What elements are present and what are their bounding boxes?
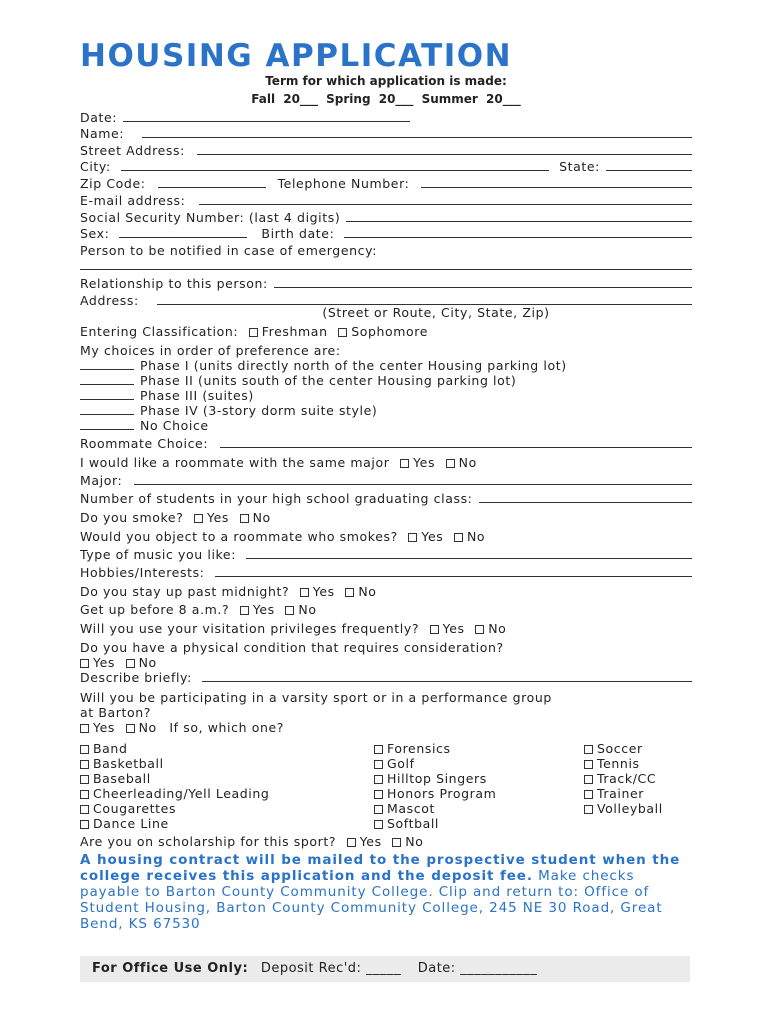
- yes-checkbox[interactable]: [240, 606, 249, 615]
- telephone-label: Telephone Number:: [277, 176, 410, 191]
- choice-item: [80, 418, 692, 434]
- no-label: No: [466, 529, 486, 544]
- yes-checkbox[interactable]: [80, 724, 89, 733]
- no-label: No: [252, 510, 271, 525]
- physical-label: Do you have a physical condition that requires consideration?: [80, 640, 504, 655]
- choice-label: No Choice: [140, 418, 209, 433]
- major-label: Major:: [80, 473, 123, 488]
- no-checkbox[interactable]: [126, 659, 135, 668]
- class-size-row: [80, 491, 692, 507]
- activity-item: [584, 756, 663, 771]
- activity-label: Golf: [387, 756, 415, 771]
- sophomore-label: Sophomore: [351, 324, 429, 339]
- same-major-row: [80, 455, 692, 471]
- deposit-field: Deposit Rec'd: _____: [260, 961, 402, 976]
- zip-field[interactable]: [158, 176, 266, 188]
- activity-label: Cougarettes: [93, 801, 177, 816]
- activity-item: [584, 771, 663, 786]
- no-checkbox[interactable]: [345, 588, 354, 597]
- choice-item: [80, 373, 692, 389]
- telephone-field[interactable]: [421, 176, 692, 188]
- same-major-label: I would like a roommate with the same major: [80, 455, 390, 470]
- city-field[interactable]: [121, 159, 549, 171]
- activity-checkbox[interactable]: [584, 760, 593, 769]
- birth-field[interactable]: [344, 226, 692, 238]
- activities-col-2: [374, 741, 496, 831]
- activity-item: [374, 741, 496, 756]
- name-label: Name:: [80, 126, 125, 141]
- activity-label: Volleyball: [597, 801, 663, 816]
- yes-checkbox[interactable]: [400, 459, 409, 468]
- activity-label: Honors Program: [387, 786, 497, 801]
- no-label: No: [488, 621, 507, 636]
- yes-label: Yes: [413, 455, 436, 470]
- relationship-label: Relationship to this person:: [80, 276, 268, 291]
- visitation-label: Will you use your visitation privileges frequently?: [80, 621, 420, 636]
- term-heading: Term for which application is made:: [265, 74, 507, 88]
- state-label: State:: [559, 159, 600, 174]
- activity-label: Dance Line: [93, 816, 169, 831]
- name-row: [80, 126, 692, 142]
- choice-rank-field[interactable]: [80, 418, 134, 430]
- choice-label: Phase I (units directly north of the center Housing parking lot): [140, 358, 567, 373]
- activity-checkbox[interactable]: [80, 760, 89, 769]
- activity-item: [80, 756, 269, 771]
- activities-col-3: [584, 741, 663, 816]
- roommate-field[interactable]: [220, 436, 692, 448]
- no-checkbox[interactable]: [446, 459, 455, 468]
- email-row: [80, 193, 692, 209]
- yes-checkbox[interactable]: [430, 625, 439, 634]
- zip-phone-row: [80, 176, 692, 192]
- activity-item: [374, 816, 496, 831]
- sex-label: Sex:: [80, 226, 110, 241]
- yes-label: Yes: [312, 584, 335, 599]
- smoke-row: [80, 510, 692, 526]
- activity-checkbox[interactable]: [80, 805, 89, 814]
- emergency-label: Person to be notified in case of emergency:: [80, 243, 378, 258]
- major-field[interactable]: [134, 473, 692, 485]
- activity-label: Soccer: [597, 741, 643, 756]
- activity-item: [80, 741, 269, 756]
- describe-row: [80, 670, 692, 686]
- no-label: No: [298, 602, 317, 617]
- get-up-row: [80, 602, 692, 618]
- no-checkbox[interactable]: [240, 514, 249, 523]
- class-size-label: Number of students in your high school graduating class:: [80, 491, 473, 506]
- date-label: Date:: [80, 110, 118, 125]
- activities-col-1: [80, 741, 269, 831]
- office-label: For Office Use Only:: [92, 961, 249, 976]
- music-row: [80, 547, 692, 563]
- emergency-field[interactable]: [80, 258, 692, 270]
- activity-label: Band: [93, 741, 128, 756]
- activity-label: Forensics: [387, 741, 451, 756]
- activity-checkbox[interactable]: [80, 820, 89, 829]
- page-title: HOUSING APPLICATION: [80, 38, 513, 74]
- ssn-label: Social Security Number: (last 4 digits): [80, 210, 341, 225]
- varsity-line2: at Barton?: [80, 705, 152, 720]
- activity-label: Tennis: [597, 756, 640, 771]
- choice-label: Phase III (suites): [140, 388, 254, 403]
- sex-field[interactable]: [119, 226, 247, 238]
- activity-checkbox[interactable]: [80, 745, 89, 754]
- no-checkbox[interactable]: [392, 838, 401, 847]
- midnight-row: [80, 584, 692, 600]
- choice-rank-field[interactable]: [80, 388, 134, 400]
- yes-label: Yes: [93, 655, 115, 670]
- activity-label: Basketball: [93, 756, 164, 771]
- relationship-row: [80, 276, 692, 292]
- relationship-field[interactable]: [274, 276, 692, 288]
- freshman-checkbox[interactable]: [249, 328, 258, 337]
- object-smoke-row: [80, 529, 692, 545]
- choice-label: Phase II (units south of the center Housing parking lot): [140, 373, 517, 388]
- date-row: [80, 110, 410, 126]
- yes-label: Yes: [421, 529, 444, 544]
- yes-label: Yes: [442, 621, 465, 636]
- yes-checkbox[interactable]: [194, 514, 203, 523]
- activity-item: [80, 771, 269, 786]
- activity-label: Baseball: [93, 771, 151, 786]
- freshman-label: Freshman: [261, 324, 328, 339]
- choices-heading: My choices in order of preference are:: [80, 343, 341, 358]
- street-label: Street Address:: [80, 143, 185, 158]
- sophomore-checkbox[interactable]: [338, 328, 347, 337]
- email-label: E-mail address:: [80, 193, 186, 208]
- address-hint: (Street or Route, City, State, Zip): [322, 305, 550, 320]
- yes-checkbox[interactable]: [408, 533, 417, 542]
- notice-bold-text: A housing contract will be mailed to the prospective student when the college receives this application and the deposit fee.: [80, 852, 681, 884]
- notice-return-text: Make checks payable to Barton County Community College. Clip and return to: Office of Student Housing, Barton County Community College, 245 NE 30 Road, Great Bend, KS 67530: [80, 868, 663, 932]
- city-state-row: [80, 159, 692, 175]
- smoke-label: Do you smoke?: [80, 510, 184, 525]
- email-field[interactable]: [199, 193, 692, 205]
- sex-birth-row: [80, 226, 692, 242]
- choice-rank-field[interactable]: [80, 358, 134, 370]
- activity-item: [80, 816, 269, 831]
- no-label: No: [458, 455, 477, 470]
- street-field[interactable]: [197, 143, 692, 155]
- describe-field[interactable]: [202, 670, 692, 682]
- activity-checkbox[interactable]: [584, 790, 593, 799]
- activity-item: [584, 786, 663, 801]
- activity-label: Mascot: [387, 801, 435, 816]
- birth-label: Birth date:: [261, 226, 335, 241]
- roommate-row: [80, 436, 692, 452]
- activity-checkbox[interactable]: [80, 775, 89, 784]
- address-label: Address:: [80, 293, 139, 308]
- hobbies-field[interactable]: [215, 565, 693, 577]
- activity-label: Hilltop Singers: [387, 771, 487, 786]
- no-checkbox[interactable]: [285, 606, 294, 615]
- state-field[interactable]: [606, 159, 692, 171]
- mailing-notice: [80, 852, 695, 932]
- activity-item: [374, 756, 496, 771]
- activity-label: Softball: [387, 816, 440, 831]
- which-one-label: If so, which one?: [169, 720, 284, 735]
- activity-item: [80, 786, 269, 801]
- zip-label: Zip Code:: [80, 176, 146, 191]
- hobbies-label: Hobbies/Interests:: [80, 565, 205, 580]
- address-field[interactable]: [157, 293, 692, 305]
- choice-item: [80, 388, 692, 404]
- choice-label: Phase IV (3-story dorm suite style): [140, 403, 378, 418]
- activity-item: [374, 801, 496, 816]
- major-row: [80, 473, 692, 489]
- classification-label: Entering Classification:: [80, 324, 239, 339]
- street-row: [80, 143, 692, 159]
- choice-item: [80, 403, 692, 419]
- activity-item: [584, 801, 663, 816]
- no-checkbox[interactable]: [475, 625, 484, 634]
- activity-checkbox[interactable]: [374, 745, 383, 754]
- no-label: No: [358, 584, 377, 599]
- yes-checkbox[interactable]: [80, 659, 89, 668]
- activity-checkbox[interactable]: [374, 820, 383, 829]
- no-label: No: [138, 655, 157, 670]
- name-field[interactable]: [142, 126, 692, 138]
- activity-item: [584, 741, 663, 756]
- get-up-label: Get up before 8 a.m.?: [80, 602, 230, 617]
- visitation-row: [80, 621, 692, 637]
- choice-rank-field[interactable]: [80, 373, 134, 385]
- term-options[interactable]: Fall 20___ Spring 20___ Summer 20___: [251, 92, 521, 106]
- choice-rank-field[interactable]: [80, 403, 134, 415]
- activity-checkbox[interactable]: [374, 760, 383, 769]
- music-field[interactable]: [246, 547, 692, 559]
- emergency-row: [80, 258, 692, 270]
- yes-label: Yes: [207, 510, 230, 525]
- yes-checkbox[interactable]: [347, 838, 356, 847]
- class-size-field[interactable]: [479, 491, 693, 503]
- varsity-options: [80, 720, 692, 736]
- yes-checkbox[interactable]: [300, 588, 309, 597]
- activity-checkbox[interactable]: [80, 790, 89, 799]
- physical-options: [80, 655, 692, 671]
- office-date-field: Date: ___________: [417, 961, 538, 976]
- classification-row: [80, 324, 692, 340]
- activity-item: [374, 786, 496, 801]
- scholarship-label: Are you on scholarship for this sport?: [80, 834, 337, 849]
- activity-checkbox[interactable]: [374, 790, 383, 799]
- activity-label: Track/CC: [597, 771, 657, 786]
- yes-label: Yes: [252, 602, 275, 617]
- activity-item: [80, 801, 269, 816]
- describe-label: Describe briefly:: [80, 670, 192, 685]
- yes-label: Yes: [93, 720, 115, 735]
- activity-checkbox[interactable]: [584, 775, 593, 784]
- roommate-label: Roommate Choice:: [80, 436, 209, 451]
- no-checkbox[interactable]: [454, 533, 463, 542]
- office-use-box: [80, 956, 690, 982]
- activity-label: Trainer: [597, 786, 645, 801]
- varsity-line1: Will you be participating in a varsity sport or in a performance group: [80, 690, 552, 705]
- activity-checkbox[interactable]: [584, 805, 593, 814]
- no-label: No: [138, 720, 157, 735]
- activity-checkbox[interactable]: [374, 775, 383, 784]
- ssn-row: [80, 210, 692, 226]
- activity-checkbox[interactable]: [374, 805, 383, 814]
- no-checkbox[interactable]: [126, 724, 135, 733]
- activity-item: [374, 771, 496, 786]
- city-label: City:: [80, 159, 111, 174]
- choice-item: [80, 358, 692, 374]
- midnight-label: Do you stay up past midnight?: [80, 584, 290, 599]
- activity-label: Cheerleading/Yell Leading: [93, 786, 270, 801]
- hobbies-row: [80, 565, 692, 581]
- yes-label: Yes: [359, 834, 382, 849]
- scholarship-row: [80, 834, 692, 850]
- object-smoke-label: Would you object to a roommate who smokes?: [80, 529, 398, 544]
- activity-checkbox[interactable]: [584, 745, 593, 754]
- music-label: Type of music you like:: [80, 547, 237, 562]
- ssn-field[interactable]: [346, 210, 692, 222]
- no-label: No: [405, 834, 424, 849]
- date-field[interactable]: [123, 110, 410, 122]
